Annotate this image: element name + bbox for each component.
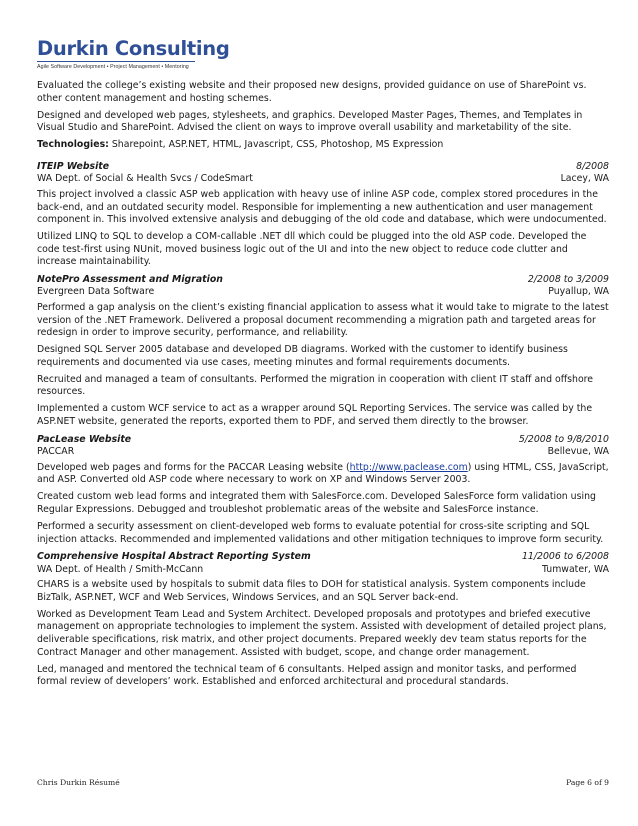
job-header xyxy=(37,551,609,564)
intro-paragraph-1: Evaluated the college’s existing website and their proposed new designs, provided guidance on use of SharePoint vs. other content management and hosting schemes. xyxy=(37,80,587,104)
job-paragraph: Led, managed and mentored the technical team of 6 consultants. Helped assign and monitor tasks, and performed formal review of developers’ work. Established and enforced architectural and procedural standards. xyxy=(37,663,577,688)
job-subheader xyxy=(37,286,609,299)
job-paragraph: Utilized LINQ to SQL to develop a COM-callable .NET dll which could be plugged into the old ASP code. Developed the code test-first using NUnit, moved business logic out of the UI and into the new object to reduce code clutter and increase maintainability. xyxy=(37,231,587,268)
job-subheader xyxy=(37,446,609,459)
job-location: Tumwater, WA xyxy=(542,563,609,575)
job-dates: 11/2006 to 6/2008 xyxy=(521,551,609,563)
technologies-label: Technologies: xyxy=(37,139,109,151)
job-organization: PACCAR xyxy=(37,446,75,458)
job-paragraph: Recruited and managed a team of consultants. Performed the migration in cooperation with client IT staff and offshore resources. xyxy=(37,373,594,398)
job-paragraph: Performed a gap analysis on the client’s existing financial application to assess what it would take to migrate to the latest version of the .NET Framework. Delivered a proposal document recommending a migration path and targeted areas for redesign in order to improve security, performance, and reliability. xyxy=(37,302,609,339)
logo-divider xyxy=(37,61,195,62)
job-subheader xyxy=(37,564,609,577)
job-title: ITEIP Website xyxy=(37,160,110,172)
paclease-link[interactable]: http://www.paclease.com xyxy=(349,461,468,473)
job-entry-paclease xyxy=(37,434,609,547)
intro-paragraph-2: Designed and developed web pages, stylesheets, and graphics. Developed Master Pages, Themes, and Templates in Visual Studio and SharePoint. Advised the client on ways to improve overall usability and marketability of the site. xyxy=(37,109,583,134)
job-subheader xyxy=(37,173,609,186)
job-title: Comprehensive Hospital Abstract Reporting System xyxy=(37,551,311,563)
company-logo xyxy=(37,37,230,70)
job-paragraph xyxy=(37,462,609,487)
job-location: Lacey, WA xyxy=(560,173,609,185)
job-paragraph: Implemented a custom WCF service to act as a wrapper around SQL Reporting Services. The service was called by the ASP.NET website, generated the reports, exported them to PDF, and served them directly to the browser. xyxy=(37,403,593,427)
job-entry-chars xyxy=(37,551,609,689)
job-entry-notepro xyxy=(37,274,609,429)
job-entry-iteip xyxy=(37,161,609,269)
company-tagline: Agile Software Development • Project Management • Mentoring xyxy=(37,64,189,70)
job-paragraph: This project involved a classic ASP web application with heavy use of inline ASP code, complex stored procedures in the back-end, and an outdated security model. Responsible for implementing a new authentication and user management component in. This involved extensive analysis and debugging of the old code and database, which were undocumented. xyxy=(37,188,607,226)
link-prefix-text: Developed web pages and forms for the PACCAR Leasing website ( xyxy=(37,461,350,473)
job-paragraph: Created custom web lead forms and integrated them with SalesForce.com. Developed SalesForce form validation using Regular Expressions. Debugged and troubleshot problematic areas of the website and SalesForce instance. xyxy=(37,491,596,515)
job-dates: 2/2008 to 3/2009 xyxy=(527,273,609,285)
job-dates: 5/2008 to 9/8/2010 xyxy=(518,433,609,445)
job-title: NotePro Assessment and Migration xyxy=(37,273,223,285)
page-number: Page 6 of 9 xyxy=(566,778,609,787)
job-organization: WA Dept. of Health / Smith-McCann xyxy=(37,563,204,575)
job-header xyxy=(37,434,609,447)
technologies-value: Sharepoint, ASP.NET, HTML, Javascript, CSS, Photoshop, MS Expression xyxy=(108,139,444,151)
footer-title: Chris Durkin Résumé xyxy=(37,778,120,787)
company-name: Durkin Consulting xyxy=(37,37,230,60)
job-location: Bellevue, WA xyxy=(547,446,609,458)
job-location: Puyallup, WA xyxy=(548,286,609,298)
job-header xyxy=(37,274,609,287)
job-organization: WA Dept. of Social & Health Svcs / CodeSmart xyxy=(37,173,253,185)
job-paragraph: Performed a security assessment on client-developed web forms to evaluate potential for cross-site scripting and SQL injection attacks. Recommended and implemented validations and other mitigation techniques to improve form security. xyxy=(37,520,604,545)
job-paragraph: CHARS is a website used by hospitals to submit data files to DOH for statistical analysis. System components include BizTalk, ASP.NET, WCF and Web Services, Windows Services, and an SQL Server back-end. xyxy=(37,579,586,603)
page-footer xyxy=(37,778,609,787)
resume-body xyxy=(37,80,609,693)
job-paragraph: Worked as Development Team Lead and System Architect. Developed proposals and prototypes and briefed executive management on appropriate technologies to implement the system. Assisted with development of detailed project plans, deliverable specifications, risk matrix, and other project documents. Prepared weekly dev team status reports for the Contract Manager and other management. Assisted with budget, scope, and change order management. xyxy=(37,608,607,658)
link-suffix-text: ) using HTML, CSS, JavaScript, and ASP. Converted old ASP code where necessary to work on XP and Windows Server 2003. xyxy=(37,461,609,486)
job-paragraph: Designed SQL Server 2005 database and developed DB diagrams. Worked with the customer to identify business requirements and documented via use cases, meeting minutes and formal requirements documents. xyxy=(37,344,568,368)
job-organization: Evergreen Data Software xyxy=(37,286,155,298)
job-dates: 8/2008 xyxy=(576,160,609,172)
technologies-line xyxy=(37,139,609,152)
job-title: PacLease Website xyxy=(37,433,132,445)
job-header xyxy=(37,161,609,174)
